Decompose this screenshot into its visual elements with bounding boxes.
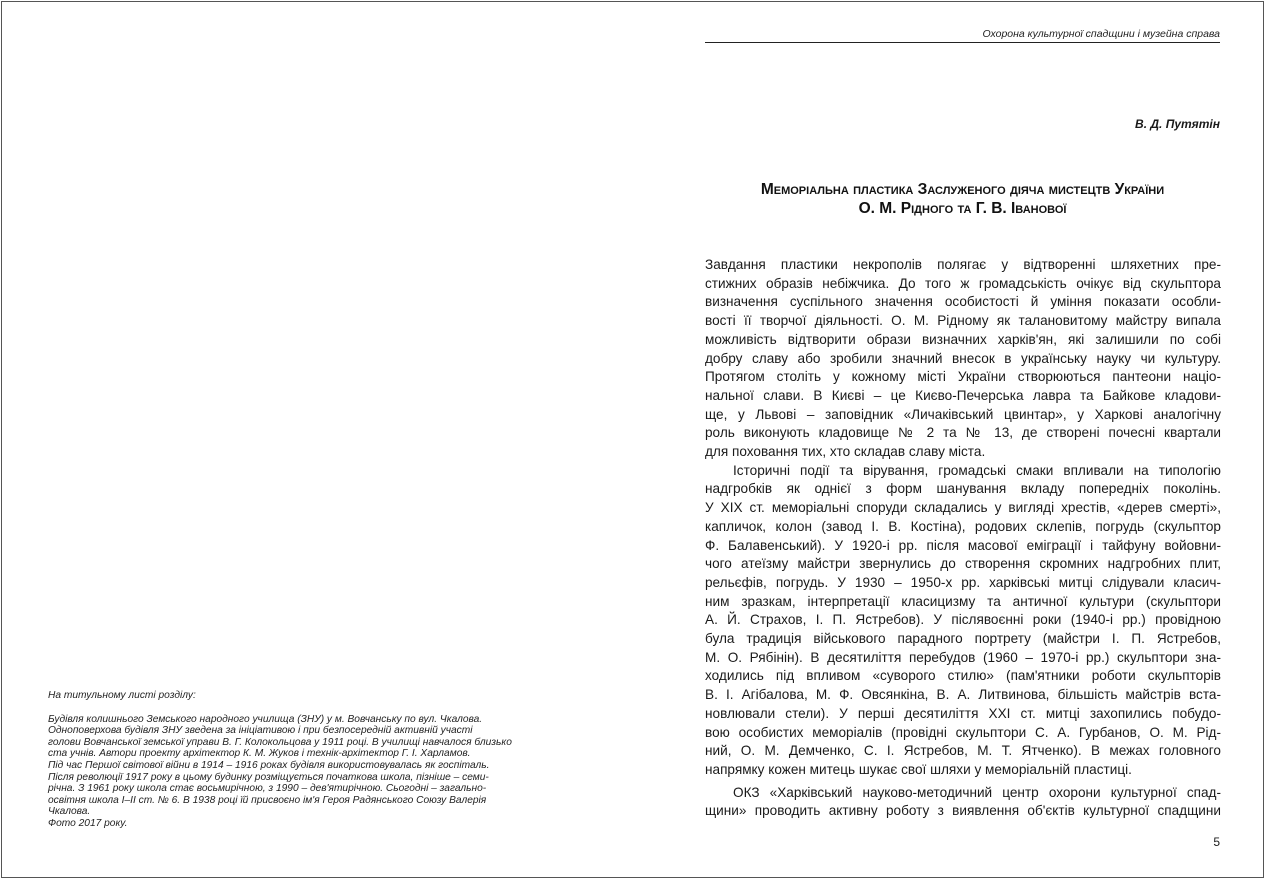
body-line: ОКЗ «Харківський науково-методичний центр охорони культурної спад- [733, 784, 1221, 800]
body-line: капличок, колон (завод І. В. Костіна), родових склепів, погрудь (скульптор [705, 518, 1221, 534]
body-line: Протягом століть у кожному місті України створюються пантеони націо- [705, 369, 1221, 385]
article-title-line-2: О. М. Рідного та Г. В. Іванової [858, 200, 1067, 217]
body-line: рельєфів, погрудь. У 1930 – 1950-х рр. харківські митці слідували класич- [705, 574, 1221, 590]
body-line: новлювали стели). У перші десятиліття XXI ст. митці захопились побудо- [705, 705, 1221, 721]
body-line: Завдання пластики некрополів полягає у відтворенні шляхетних пре- [705, 257, 1221, 272]
body-line: Ф. Балавенський). У 1920-і рр. після масової еміграції і тайфуну войовни- [705, 537, 1221, 553]
page-number: 5 [1213, 835, 1220, 849]
caption-body: Будівля колишнього Земського народного училища (ЗНУ) у м. Вовчанську по вул. Чкалова. Одноповерхова будівля ЗНУ зведена за ініціативою і при безпосередній активній участі голови Вовчанської земської управи В. Г. Колокольцова у 1911 році. В училищі навчалося близько ста учнів. Автори проекту архітектор К. М. Жуков і технік-архітектор Г. І. Харламов. Під час Першої світової війни в 1914 – 1916 роках будівля використовувалась як госпіталь. Після революції 1917 року в цьому будинку розміщується початкова школа, пізніше – семи- річна. З 1961 року школа стає восьмирічною, з 1990 – дев'ятирічною. Сьогодні – загально- освітня школа І–ІІ ст. № 6. В 1938 році їй присвоєно ім'я Героя Радянського Союзу Валерія Чкалова. Фото 2017 року. [48, 713, 512, 829]
body-line: ним зразкам, інтерпретації класицизму та античної культури (скульптори [705, 593, 1221, 609]
article-title-line-1: Меморіальна пластика Заслуженого діяча мистецтв України [760, 181, 1165, 198]
body-line: ний, О. М. Демченко, С. І. Ястребов, М. Т. Ятченко). В межах головного [705, 743, 1221, 759]
body-line: роль виконують кладовище № 2 та № 13, де створені почесні квартали [705, 425, 1221, 441]
body-line: М. О. Рябінін). В десятиліття перебудов (1960 – 1970-і рр.) скульптори зна- [705, 649, 1221, 665]
body-line: У XIX ст. меморіальні споруди складались у вигляді хрестів, «дерев смерті», [705, 500, 1221, 516]
body-line: вості її творчої діяльності. О. М. Рідному як талановитому майстру випала [705, 313, 1221, 329]
body-line: вою особистих меморіалів (провідні скульптори С. А. Гурбанов, О. М. Рід- [705, 724, 1221, 740]
article-author: В. Д. Путятін [1135, 117, 1220, 131]
body-line: нальної слави. В Києві – це Києво-Печерська лавра та Байкове кладови- [705, 387, 1221, 403]
body-line: А. Й. Страхов, І. П. Ястребов). У післявоєнні роки (1940-і рр.) провідною [705, 612, 1221, 628]
caption-heading: На титульному листі розділу: [48, 690, 196, 701]
body-line: ще, у Львові – заповідник «Личаківський цвинтар», у Харкові аналогічну [705, 406, 1221, 422]
body-line: можливість відтворити образи визначних харків'ян, які залишили по собі [705, 331, 1221, 347]
body-line: напрямку кожен митець шукає свої шляхи у меморіальній пластиці. [705, 761, 1132, 777]
body-line: стижних образів небіжчика. До того ж громадськість очікує від скульптора [705, 275, 1221, 291]
right-page [635, 2, 1265, 877]
body-line: чого атеїзму майстри звернулись до створення скромних надгробних плит, [705, 556, 1221, 572]
left-page [2, 2, 635, 877]
body-line: для поховання тих, хто складав славу міста. [705, 444, 986, 460]
body-line: В. І. Агібалова, М. Ф. Овсянкіна, В. А. Литвинова, більшість майстрів вста- [705, 687, 1221, 703]
article-title [705, 180, 1220, 218]
body-line: ходились під впливом «суворого стилю» (пам'ятники роботи скульпторів [705, 668, 1221, 684]
book-spread [1, 1, 1264, 878]
article-body [705, 256, 1221, 821]
body-line: добру славу або зробили значний внесок в українську науку чи культуру. [705, 350, 1221, 366]
running-header: Охорона культурної спадщини і музейна справа [705, 28, 1220, 43]
title-page-caption [48, 690, 568, 830]
body-line: щини» проводить активну роботу з виявлення об'єктів культурної спадщини [705, 803, 1221, 819]
body-line: надгробків як однієї з форм шанування вкладу попередніх поколінь. [705, 481, 1221, 497]
body-line: Історичні події та вірування, громадські смаки впливали на типологію [733, 462, 1221, 478]
body-line: визначення суспільного значення особистості й уміння показати особли- [705, 294, 1221, 310]
body-line: була традиція військового парадного портрету (майстри І. П. Ястребов, [705, 631, 1221, 647]
